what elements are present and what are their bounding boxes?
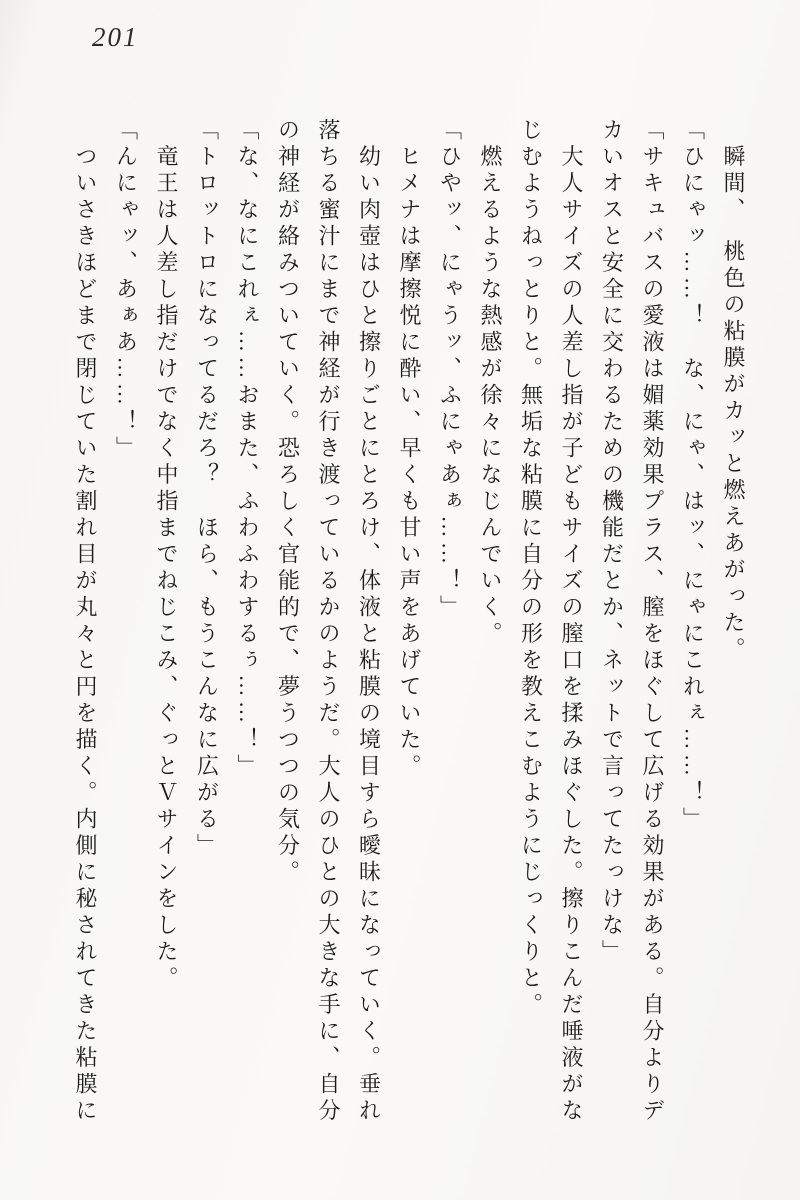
paragraph-13: ついさきほどまで閉じていた割れ目が丸々と円を描く。内側に秘されてきた粘膜に (73, 118, 98, 1125)
paragraph-6: 「ひやッ、にゃうッ、ふにゃあぁ……！」 (437, 118, 463, 622)
paragraph-7: ヒメナは摩擦悦に酔い、早くも甘い声をあげていた。 (397, 118, 422, 781)
page-number: 201 (92, 22, 139, 52)
body-text (65, 118, 754, 1130)
paragraph-2: 「ひにゃッ……！ な、にゃ、はッ、にゃにこれぇ……！」 (680, 118, 706, 834)
paragraph-1: 瞬間、 桃色の粘膜がカッと燃えあがった。 (721, 118, 746, 664)
paragraph-3: 「サキュバスの愛液は媚薬効果プラス、膣をほぐして広げる効果がある。自分よりデカいオスと安全に交わるための機能だとか、ネットで言ってたっけな」 (599, 118, 665, 1125)
paragraph-5: 燃えるような熱感が徐々になじんでいく。 (478, 118, 503, 648)
paragraph-4: 大人サイズの人差し指が子どもサイズの膣口を揉みほぐした。擦りこんだ唾液がなじむようねっとりと。無垢な粘膜に自分の形を教えこむようにじっくりと。 (518, 118, 584, 1125)
paragraph-8: 幼い肉壺はひと擦りごとにとろけ、体液と粘膜の境目すら曖昧になっていく。垂れ落ちる蜜汁にまで神経が行き渡っているかのようだ。大人のひとの大きな手に、自分の神経が絡みついていく。恐ろしく官能的で、夢うつつの気分。 (275, 118, 382, 1125)
paragraph-12: 「んにゃッ、あぁあ……！」 (113, 118, 139, 463)
paragraph-10: 「トロットロになってるだろ？ ほら、もうこんなに広がる」 (194, 118, 220, 860)
paragraph-9: 「な、なにこれぇ……おまた、ふわふわするぅ……！」 (235, 118, 260, 781)
paragraph-11: 竜王は人差し指だけでなく中指までねじこみ、ぐっとＶサインをした。 (154, 118, 179, 993)
